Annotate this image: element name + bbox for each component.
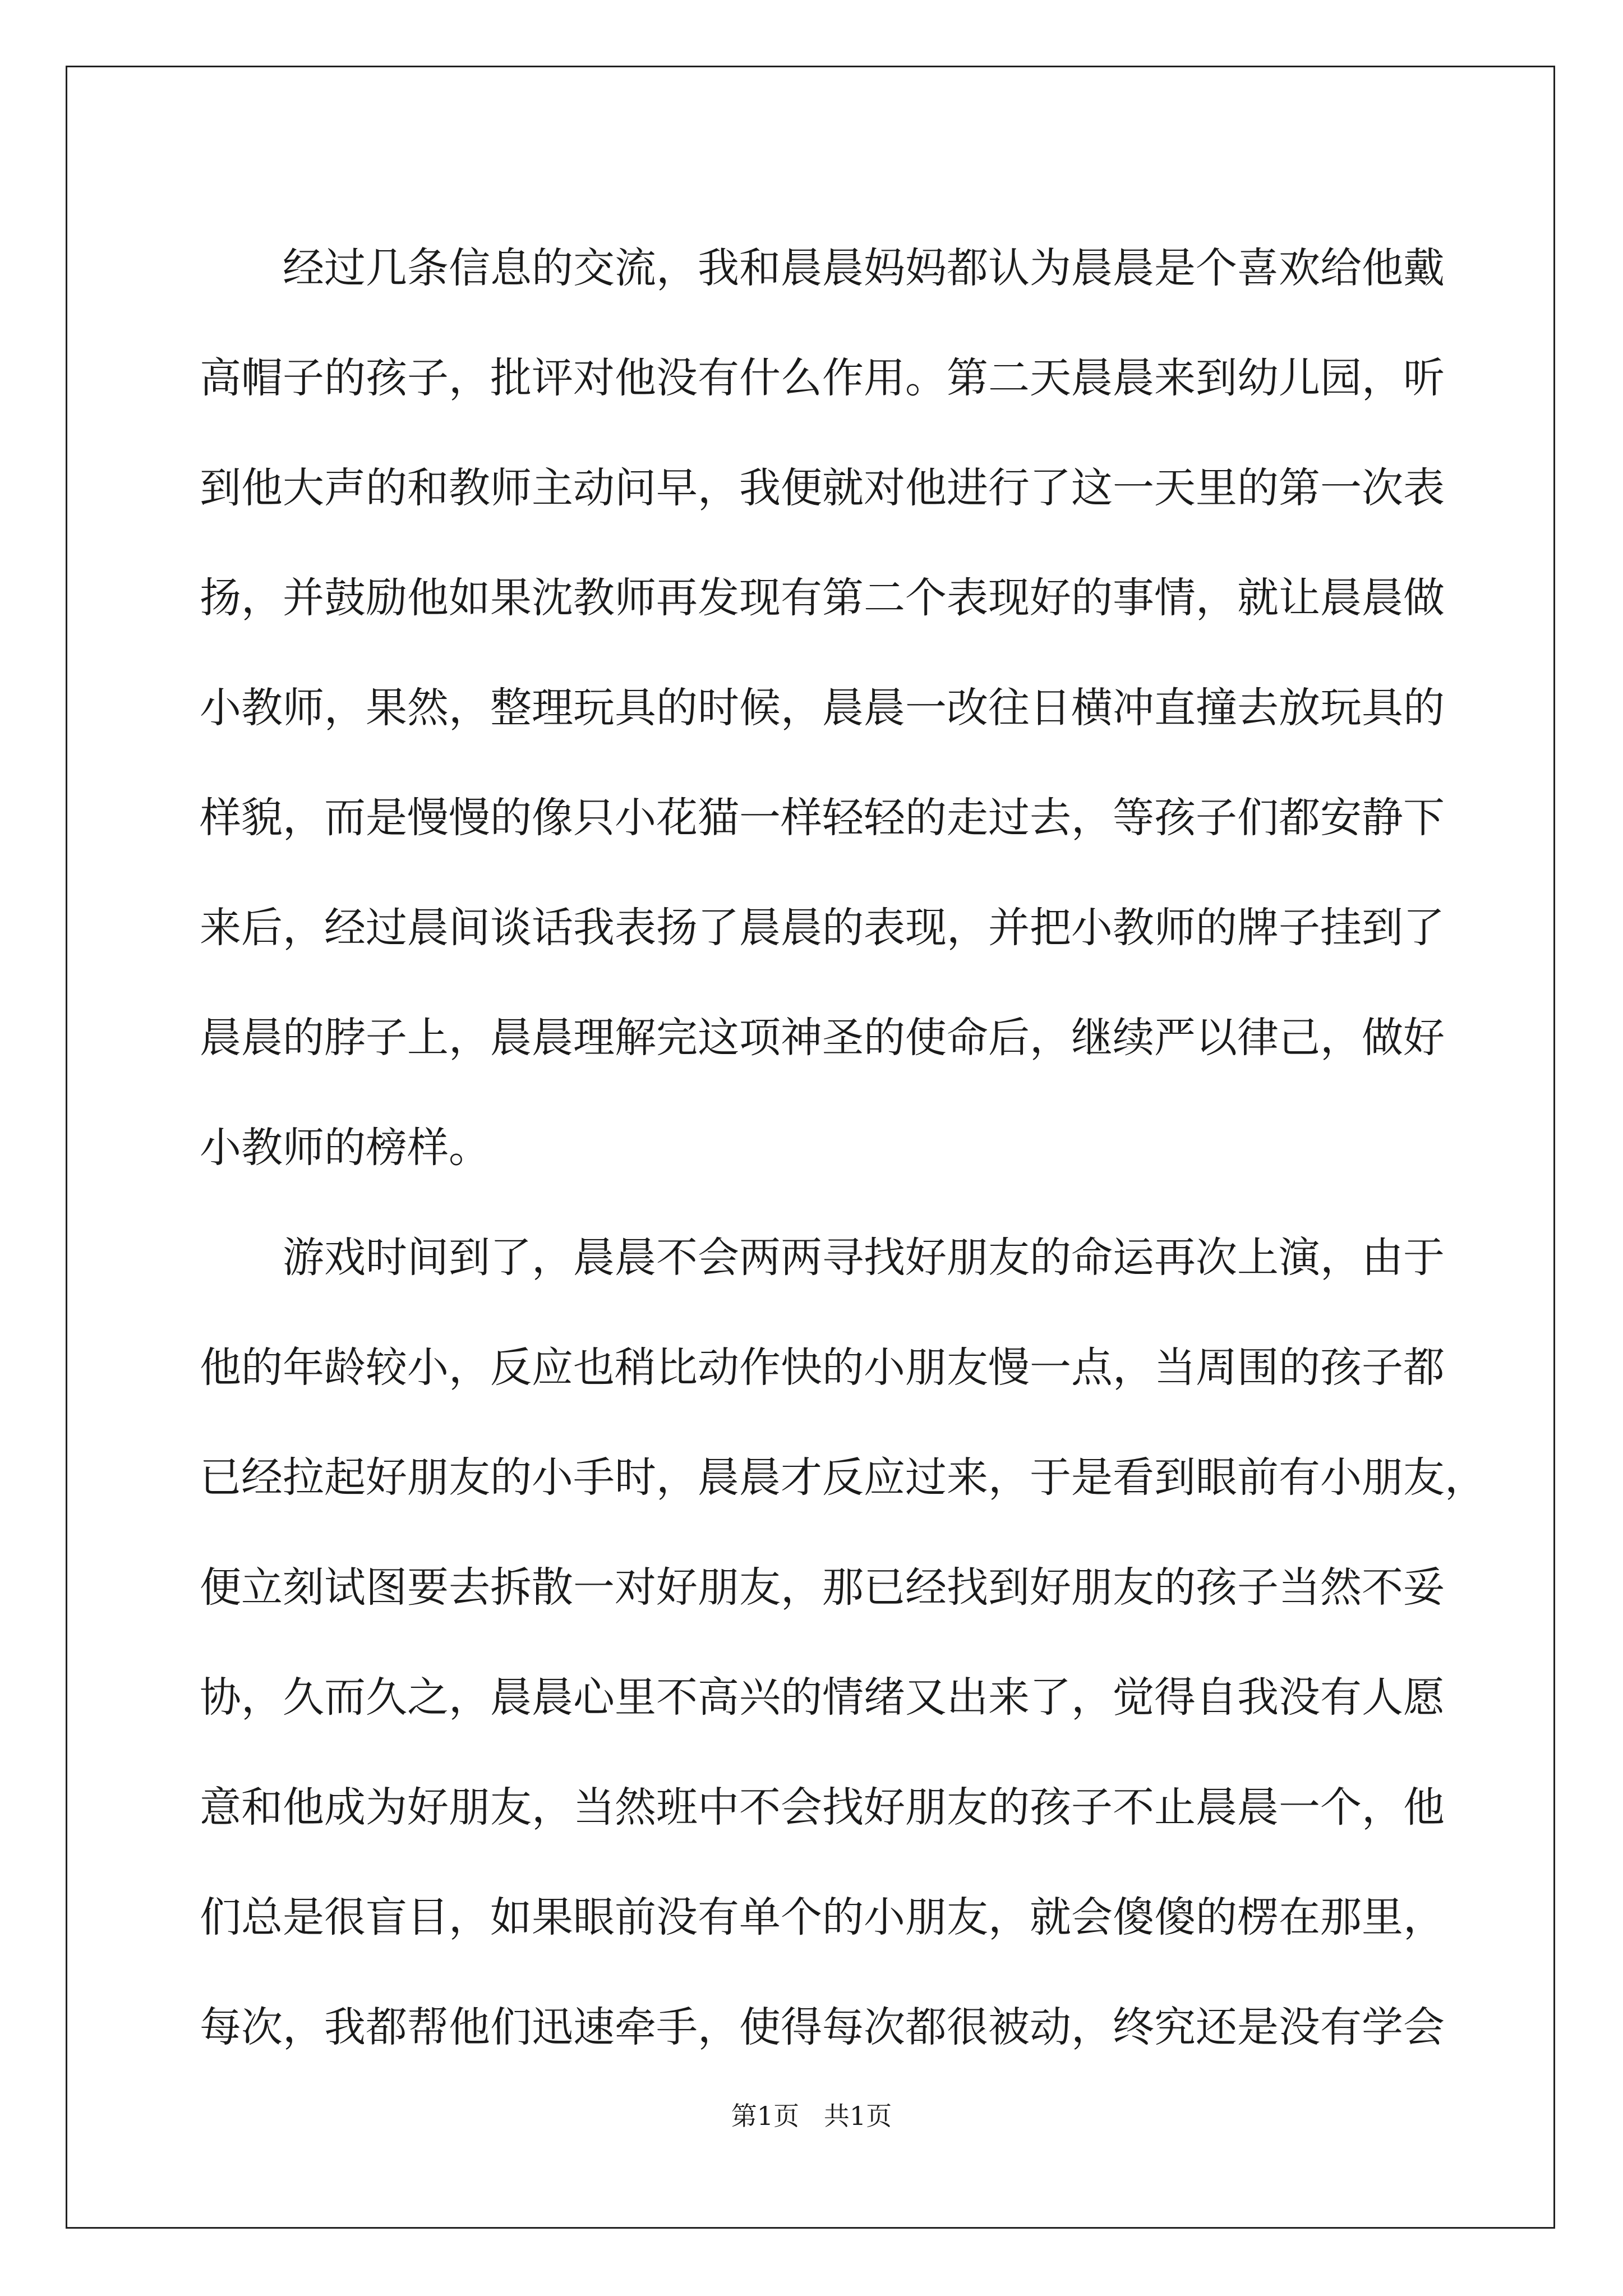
text-line: 来后，经过晨间谈话我表扬了晨晨的表现，并把小教师的牌子挂到了 [200,904,1445,952]
text-line: 每次，我都帮他们迅速牵手，使得每次都很被动，终究还是没有学会 [200,2003,1445,2051]
text-line: 便立刻试图要去拆散一对好朋友，那已经找到好朋友的孩子当然不妥 [200,1563,1445,1612]
page-footer: 第1页 共1页 [731,2101,892,2131]
text-line: 晨晨的脖子上，晨晨理解完这项神圣的使命后，继续严以律己，做好 [200,1014,1445,1062]
text-line: 小教师，果然，整理玩具的时候，晨晨一改往日横冲直撞去放玩具的 [200,684,1445,732]
text-line: 到他大声的和教师主动问早，我便就对他进行了这一天里的第一次表 [200,464,1445,512]
text-line: 他的年龄较小，反应也稍比动作快的小朋友慢一点，当周围的孩子都 [200,1343,1445,1392]
document-body [200,213,1486,2082]
text-line: 样貌，而是慢慢的像只小花猫一样轻轻的走过去，等孩子们都安静下 [200,794,1445,842]
text-line: 高帽子的孩子，批评对他没有什么作用。第二天晨晨来到幼儿园，听 [200,354,1445,402]
text-line: 意和他成为好朋友，当然班中不会找好朋友的孩子不止晨晨一个，他 [200,1783,1445,1832]
text-line: 小教师的榜样。 [200,1124,490,1172]
text-line: 已经拉起好朋友的小手时，晨晨才反应过来，于是看到眼前有小朋友， [200,1453,1486,1502]
text-line: 游戏时间到了，晨晨不会两两寻找好朋友的命运再次上演，由于 [283,1234,1445,1282]
text-line: 协，久而久之，晨晨心里不高兴的情绪又出来了，觉得自我没有人愿 [200,1673,1445,1722]
text-line: 经过几条信息的交流，我和晨晨妈妈都认为晨晨是个喜欢给他戴 [283,244,1445,292]
text-line: 扬，并鼓励他如果沈教师再发现有第二个表现好的事情，就让晨晨做 [200,574,1445,622]
text-line: 们总是很盲目，如果眼前没有单个的小朋友，就会傻傻的楞在那里， [200,1893,1445,1941]
